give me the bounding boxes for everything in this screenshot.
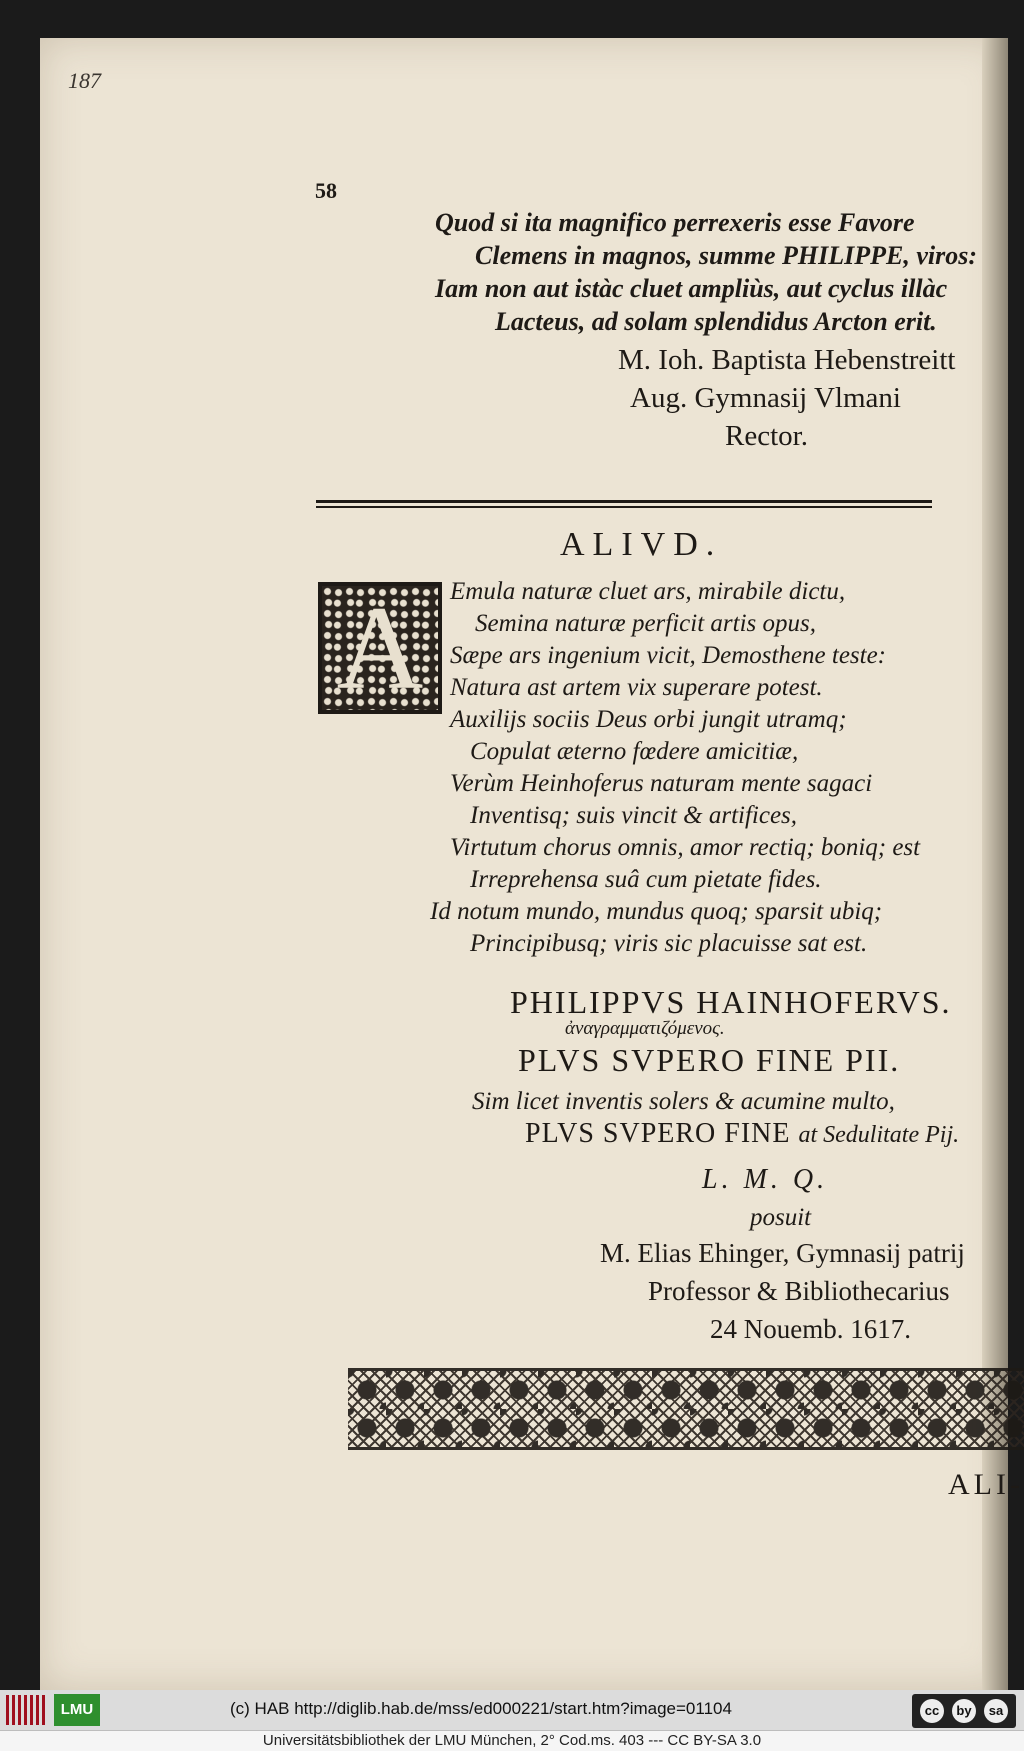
poem2-line-6: Copulat æterno fœdere amicitiæ, <box>470 738 799 765</box>
poem2-line-4: Natura ast artem vix superare potest. <box>450 674 823 701</box>
page-number: 58 <box>315 178 337 203</box>
section-heading: ALIVD. <box>560 526 723 563</box>
manuscript-page <box>40 38 1024 1690</box>
footer <box>0 1690 1024 1751</box>
poem2-line-9: Virtutum chorus omnis, amor rectiq; boniq; est <box>450 834 921 861</box>
by-icon: by <box>952 1699 976 1723</box>
citation-link[interactable]: (c) HAB http://diglib.hab.de/mss/ed000221/start.htm?image=01104 <box>230 1699 732 1718</box>
anagram-verse-2-italic: at Sedulitate Pij. <box>798 1122 960 1148</box>
poem2-line-12: Principibusq; viris sic placuisse sat est. <box>470 930 868 957</box>
poem1-line-3: Iam non aut istàc cluet ampliùs, aut cyclus illàc <box>435 274 948 303</box>
poem2-line-8: Inventisq; suis vincit & artifices, <box>470 802 798 829</box>
poem1-line-2: Clemens in magnos, summe PHILIPPE, viros: <box>475 241 977 270</box>
signature1-line-3: Rector. <box>725 420 808 452</box>
catchword: ALI- <box>948 1468 1024 1501</box>
poem2-line-10: Irreprehensa suâ cum pietate fides. <box>470 866 822 893</box>
cc-license-badge[interactable] <box>912 1694 1016 1728</box>
signature1-line-1: M. Ioh. Baptista Hebenstreitt <box>618 344 956 376</box>
divider-rule-thin <box>316 506 932 508</box>
poem2-line-7: Verùm Heinhoferus naturam mente sagaci <box>450 770 873 797</box>
folio-note: 187 <box>68 68 101 93</box>
poem1-line-1: Quod si ita magnifico perrexeris esse Favore <box>435 208 915 237</box>
honoree-name: PHILIPPVS HAINHOFERVS. <box>510 984 952 1020</box>
lmu-logo[interactable]: LMU <box>54 1694 100 1726</box>
poem2-line-11: Id notum mundo, mundus quoq; sparsit ubiq; <box>430 898 883 925</box>
anagram-verse-2 <box>525 1118 959 1150</box>
anagram-verse-1: Sim licet inventis solers & acumine multo, <box>472 1088 895 1115</box>
library-credit: Universitätsbibliothek der LMU München, 2° Cod.ms. 403 --- CC BY-SA 3.0 <box>262 1732 762 1749</box>
author-line-2: Professor & Bibliothecarius <box>648 1276 950 1306</box>
greek-anagram-note: ἀναγραμματιζόμενος. <box>565 1018 725 1039</box>
library-logo-icon[interactable] <box>6 1695 46 1725</box>
anagram-verse-2-caps: PLVS SVPERO FINE <box>525 1118 791 1149</box>
posuit-word: posuit <box>750 1204 812 1231</box>
divider-rule <box>316 500 932 503</box>
footer-bar <box>0 1690 1024 1731</box>
poem2-line-2: Semina naturæ perficit artis opus, <box>475 610 816 637</box>
poem2-line-1: Emula naturæ cluet ars, mirabile dictu, <box>450 578 846 605</box>
ornamental-band <box>348 1368 1024 1450</box>
anagram-line: PLVS SVPERO FINE PII. <box>518 1042 901 1078</box>
poem2-line-3: Sæpe ars ingenium vicit, Demosthene teste: <box>450 642 887 669</box>
cc-icon: cc <box>920 1699 944 1723</box>
author-line-3: 24 Nouemb. 1617. <box>710 1314 911 1344</box>
lmq-abbreviation: L. M. Q. <box>702 1164 829 1195</box>
initial-letter: A <box>336 581 424 714</box>
signature1-line-2: Aug. Gymnasij Vlmani <box>630 382 901 414</box>
poem2-line-5: Auxilijs sociis Deus orbi jungit utramq; <box>450 706 847 733</box>
decorated-initial <box>318 582 442 714</box>
poem1-line-4: Lacteus, ad solam splendidus Arcton erit. <box>495 307 937 336</box>
sa-icon: sa <box>984 1699 1008 1723</box>
author-line-1: M. Elias Ehinger, Gymnasij patrij <box>600 1238 965 1268</box>
